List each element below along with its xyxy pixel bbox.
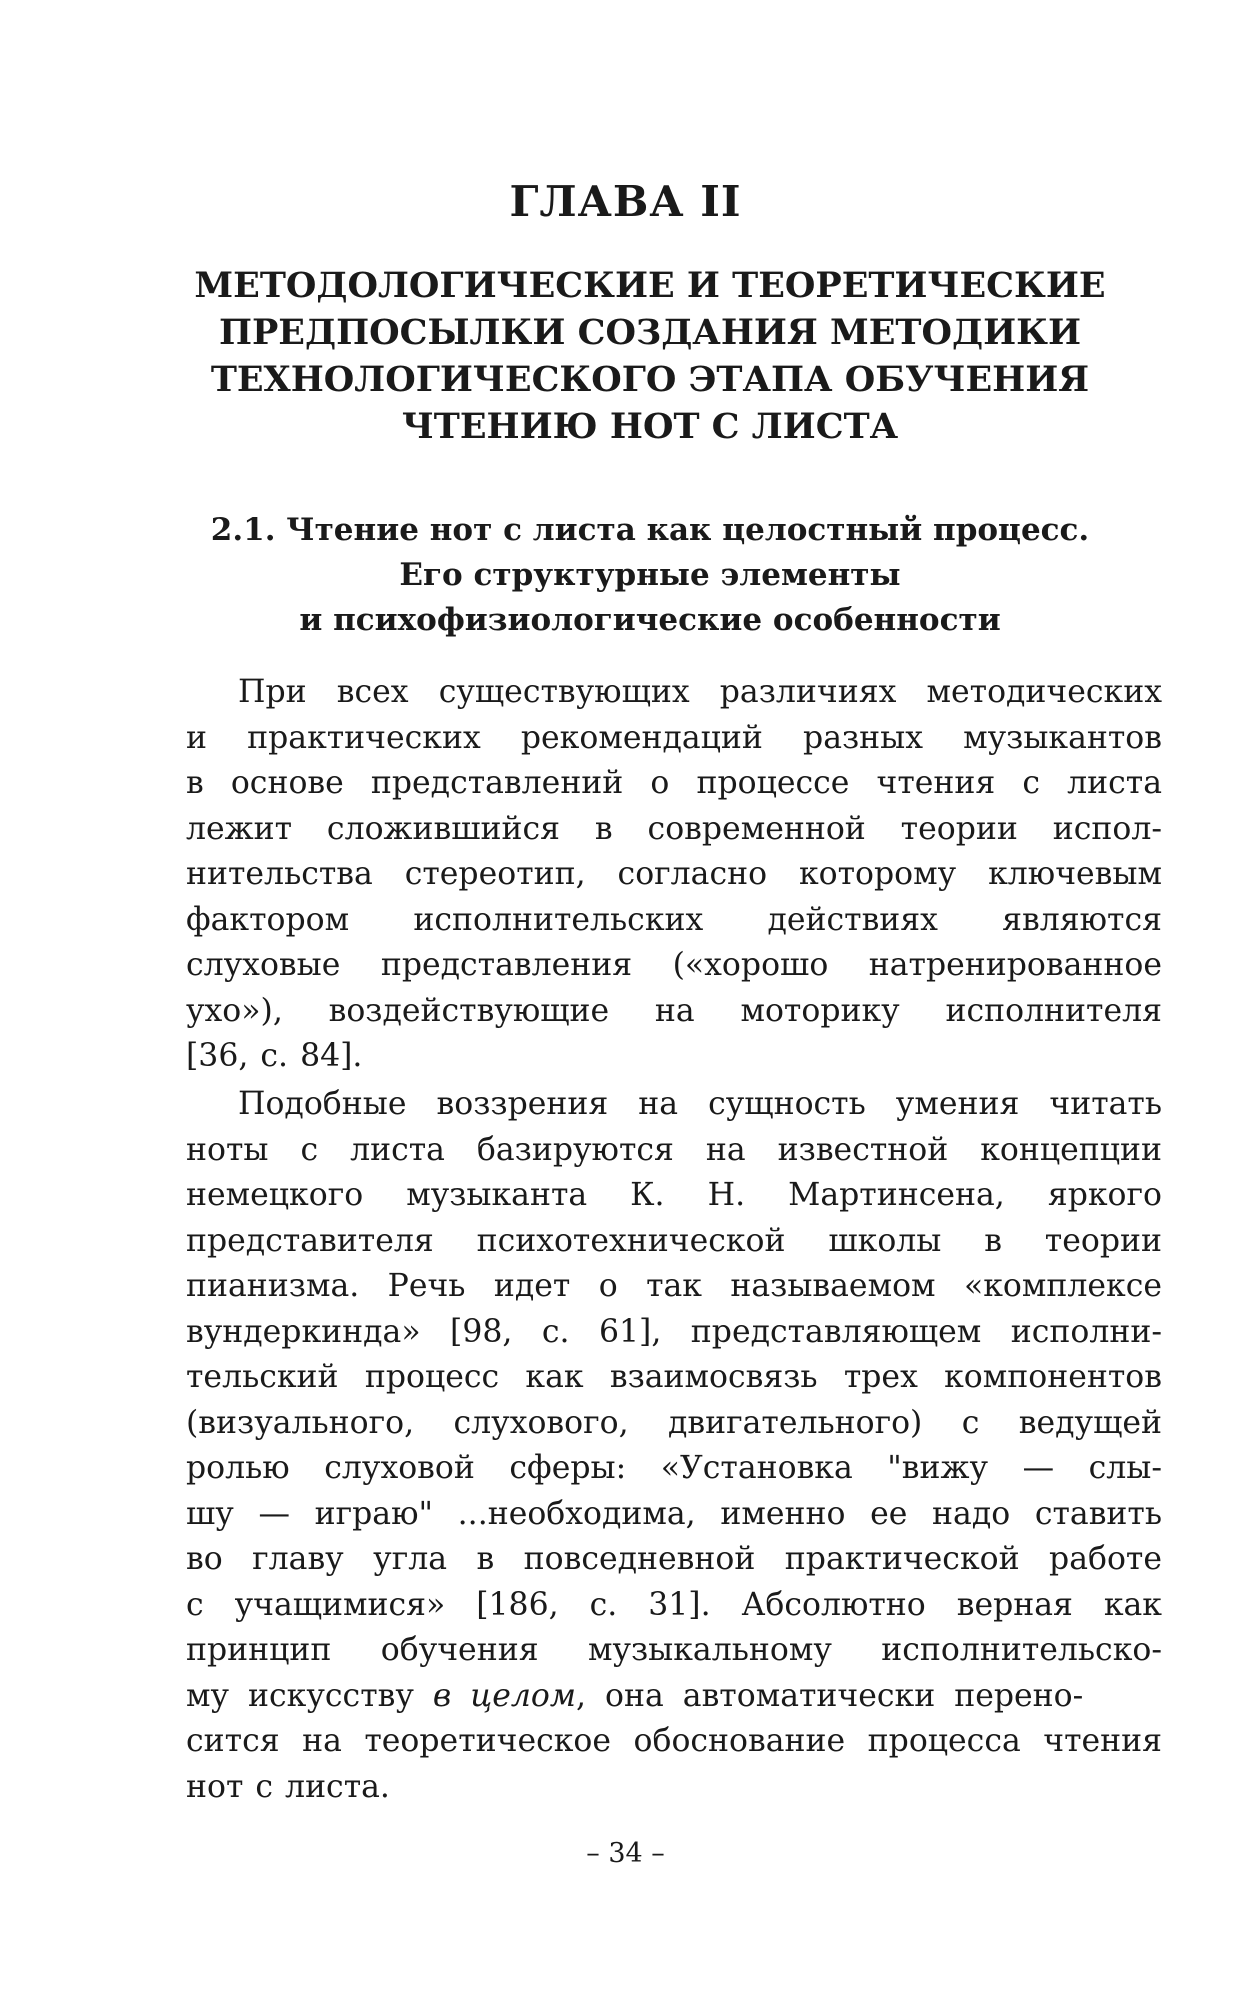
text-segment: му искусству	[186, 1677, 433, 1714]
text-line: Подобные воззрения на сущность умения читать	[238, 1086, 1162, 1122]
text-line: представителя психотехнической школы в теории	[186, 1222, 1162, 1259]
text-line: нот с листа.	[186, 1768, 390, 1805]
paragraph-2	[186, 1082, 1162, 1810]
text-line: ноты с листа базируются на известной концепции	[186, 1131, 1162, 1168]
section-heading	[180, 508, 1120, 643]
text-line: нительства стереотип, согласно которому ключевым	[186, 856, 1162, 892]
text-line: слуховые представления («хорошо натренированное	[186, 947, 1162, 983]
text-line: вундеркинда» [98, с. 61], представляющем исполни-	[186, 1313, 1162, 1350]
chapter-subtitle-line: ПРЕДПОСЫЛКИ СОЗДАНИЯ МЕТОДИКИ	[218, 312, 1082, 353]
chapter-subtitle-line: ЧТЕНИЮ НОТ С ЛИСТА	[401, 406, 899, 447]
chapter-subtitle-line: МЕТОДОЛОГИЧЕСКИЕ И ТЕОРЕТИЧЕСКИЕ	[194, 265, 1106, 306]
text-line: фактором исполнительских действиях являются	[186, 901, 1162, 938]
text-segment: , она автоматически перено-	[576, 1677, 1084, 1714]
section-heading-line: 2.1. Чтение нот с листа как целостный процесс.	[210, 512, 1090, 548]
text-line: ролью слуховой сферы: «Установка "вижу — слы-	[186, 1450, 1162, 1486]
chapter-subtitle-line: ТЕХНОЛОГИЧЕСКОГО ЭТАПА ОБУЧЕНИЯ	[210, 359, 1090, 400]
text-line: (визуального, слухового, двигательного) с ведущей	[186, 1404, 1162, 1441]
text-line: с учащимися» [186, с. 31]. Абсолютно верная как	[186, 1586, 1162, 1623]
text-line: шу — играю" ...необходима, именно ее надо ставить	[186, 1495, 1162, 1532]
text-line: тельский процесс как взаимосвязь трех компонентов	[186, 1359, 1162, 1395]
chapter-title: ГЛАВА II	[509, 177, 742, 226]
text-line-mixed	[186, 1674, 1162, 1720]
section-heading-line: Его структурные элементы	[399, 557, 901, 593]
text-line: пианизма. Речь идет о так называемом «комплексе	[186, 1268, 1162, 1304]
section-heading-line: и психофизиологические особенности	[299, 602, 1001, 638]
text-line: в основе представлений о процессе чтения с листа	[186, 765, 1162, 801]
text-line: сится на теоретическое обоснование процесса чтения	[186, 1723, 1162, 1759]
italic-emphasis: в целом	[432, 1677, 577, 1714]
page-number: – 34 –	[586, 1838, 665, 1869]
text-line: [36, с. 84].	[186, 1038, 363, 1074]
text-line: во главу угла в повседневной практической работе	[186, 1541, 1162, 1577]
text-line: лежит сложившийся в современной теории испол-	[186, 810, 1162, 847]
text-line: немецкого музыканта К. Н. Мартинсена, яркого	[186, 1177, 1162, 1213]
text-line: ухо»), воздействующие на моторику исполнителя	[186, 992, 1162, 1029]
chapter-subtitle	[180, 262, 1120, 450]
paragraph-1	[186, 670, 1162, 1080]
text-line: При всех существующих различиях методических	[238, 674, 1162, 710]
text-line: и практических рекомендаций разных музыкантов	[186, 719, 1162, 756]
text-line: принцип обучения музыкальному исполнительско-	[186, 1632, 1162, 1668]
